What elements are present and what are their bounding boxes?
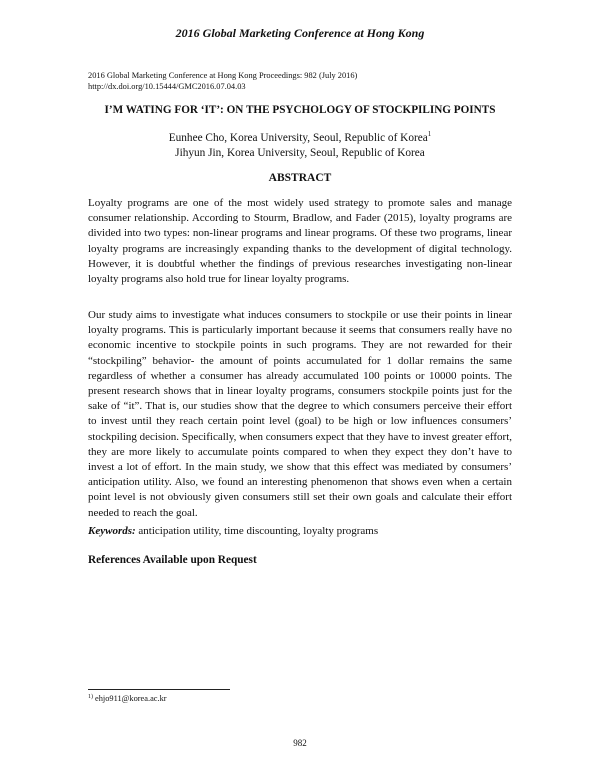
author-name: Jihyun Jin, Korea University, Seoul, Republic of Korea <box>175 147 425 159</box>
proceedings-line: 2016 Global Marketing Conference at Hong Kong Proceedings: 982 (July 2016) <box>88 71 358 80</box>
author-list <box>0 131 600 161</box>
doi-link[interactable]: http://dx.doi.org/10.15444/GMC2016.07.04.03 <box>88 82 246 91</box>
footnote-number: 1) <box>88 694 93 700</box>
abstract-heading: ABSTRACT <box>268 172 332 184</box>
abstract-paragraph: Loyalty programs are one of the most widely used strategy to promote sales and manage consumer relationship. According to Stourm, Bradlow, and Fader (2015), loyalty programs are divided into two types: non-linear programs and linear programs. Of these two programs, linear loyalty programs are increasingly expanding thanks to the development of digital technology. However, it is doubtful whether the findings of previous researches investigating non-linear loyalty programs also hold true for linear loyalty programs. <box>88 197 512 286</box>
footnote <box>88 693 167 704</box>
references-note: References Available upon Request <box>88 554 257 566</box>
footnote-marker[interactable]: 1 <box>427 130 432 138</box>
page-number: 982 <box>293 738 307 748</box>
conference-header: 2016 Global Marketing Conference at Hong Kong <box>175 26 425 40</box>
citation-block <box>88 70 357 92</box>
abstract-paragraph: Our study aims to investigate what induces consumers to stockpile or use their points in linear loyalty programs. This is particularly important because it seems that consumers really have no economic incentive to stockpile points in such programs. They are not rewarded for their “stockpiling” behavior- the amount of points accumulated for 1 dollar remains the same regardless of whether a consumer has already accumulated 100 points or 10000 points. The present research shows that in linear loyalty programs, consumers stockpile points just for the sake of “it”. That is, our studies show that the degree to which consumers perceive their effort to invest until they reach certain point level (goal) to be high or low influences consumers’ stockpiling decision. Specifically, when consumers expect that they have to invest greater effort, they are more likely to accumulate points compared to when they expect they don’t have to invest a lot of effort. In the main study, we show that this effect was mediated by consumers’ anticipation utility. Also, we found an interesting phenomenon that shows even when a certain point level is not obviously given consumers still set their own goals and calculate their effort needed to reach the goal. <box>88 309 512 519</box>
footnote-divider <box>88 689 230 690</box>
footnote-email[interactable]: ehjo911@korea.ac.kr <box>95 694 167 703</box>
keywords <box>88 524 512 539</box>
author-line <box>0 146 600 161</box>
keywords-label: Keywords: <box>88 525 136 537</box>
author-line <box>0 131 600 146</box>
author-name: Eunhee Cho, Korea University, Seoul, Republic of Korea <box>168 132 428 144</box>
keywords-text: anticipation utility, time discounting, loyalty programs <box>138 525 379 537</box>
paper-title: I’M WATING FOR ‘IT’: ON THE PSYCHOLOGY OF STOCKPILING POINTS <box>104 104 496 116</box>
